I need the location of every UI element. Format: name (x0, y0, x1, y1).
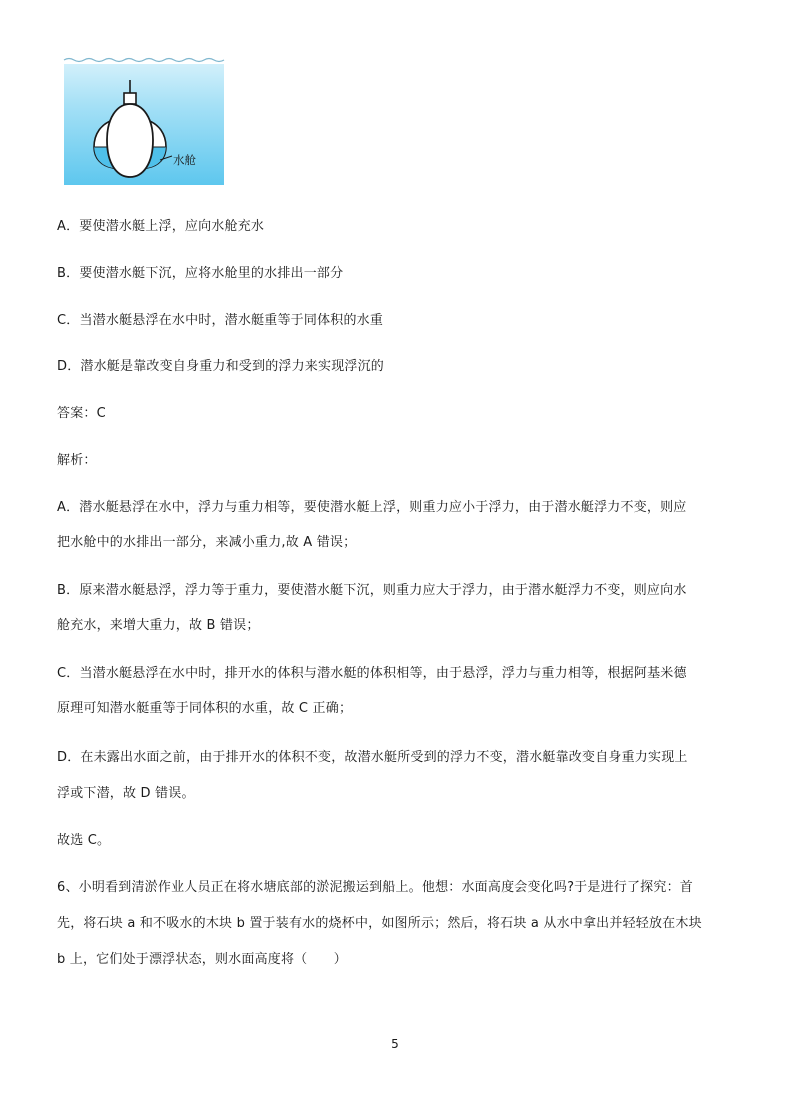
analysis-b-line1: B．原来潜水艇悬浮，浮力等于重力，要使潜水艇下沉，则重力应大于浮力，由于潜水艇浮力不变，则应向水 (57, 583, 687, 598)
submarine-diagram (63, 52, 225, 185)
option-b: B．要使潜水艇下沉，应将水舱里的水排出一部分 (57, 266, 344, 281)
analysis-a-line1: A．潜水艇悬浮在水中，浮力与重力相等，要使潜水艇上浮，则重力应小于浮力，由于潜水艇浮力不变，则应 (57, 500, 687, 515)
option-c: C．当潜水艇悬浮在水中时，潜水艇重等于同体积的水重 (57, 313, 384, 328)
analysis-a-line2: 把水舱中的水排出一部分，来减小重力,故 A 错误； (57, 535, 357, 550)
option-d: D．潜水艇是靠改变自身重力和受到的浮力来实现浮沉的 (57, 359, 385, 374)
answer: 答案：C (57, 406, 106, 421)
conclusion: 故选 C。 (57, 833, 111, 848)
water-surface-icon (64, 59, 224, 62)
submarine-hull (107, 104, 153, 177)
analysis-b-line2: 舱充水，来增大重力，故 B 错误； (57, 618, 260, 633)
page-number: 5 (391, 1037, 399, 1051)
analysis-d-line2: 浮或下潜，故 D 错误。 (57, 786, 195, 801)
option-a: A．要使潜水艇上浮，应向水舱充水 (57, 219, 265, 234)
question-6-line1: 6、小明看到清淤作业人员正在将水塘底部的淤泥搬运到船上。他想：水面高度会变化吗?于是进行了探究：首 (57, 880, 693, 895)
analysis-c-line1: C．当潜水艇悬浮在水中时，排开水的体积与潜水艇的体积相等，由于悬浮，浮力与重力相等，根据阿基米德 (57, 666, 687, 681)
question-6-line3: b 上，它们处于漂浮状态，则水面高度将（ ） (57, 952, 347, 967)
water-tank-label: 水舱 (173, 153, 196, 167)
analysis-c-line2: 原理可知潜水艇重等于同体积的水重，故 C 正确； (57, 701, 353, 716)
conning-tower (124, 93, 136, 104)
analysis-d-line1: D．在未露出水面之前，由于排开水的体积不变，故潜水艇所受到的浮力不变，潜水艇靠改变自身重力实现上 (57, 750, 688, 765)
analysis-title: 解析： (57, 453, 97, 468)
question-6-line2: 先，将石块 a 和不吸水的木块 b 置于装有水的烧杯中，如图所示；然后，将石块 a 从水中拿出并轻轻放在木块 (57, 916, 702, 931)
